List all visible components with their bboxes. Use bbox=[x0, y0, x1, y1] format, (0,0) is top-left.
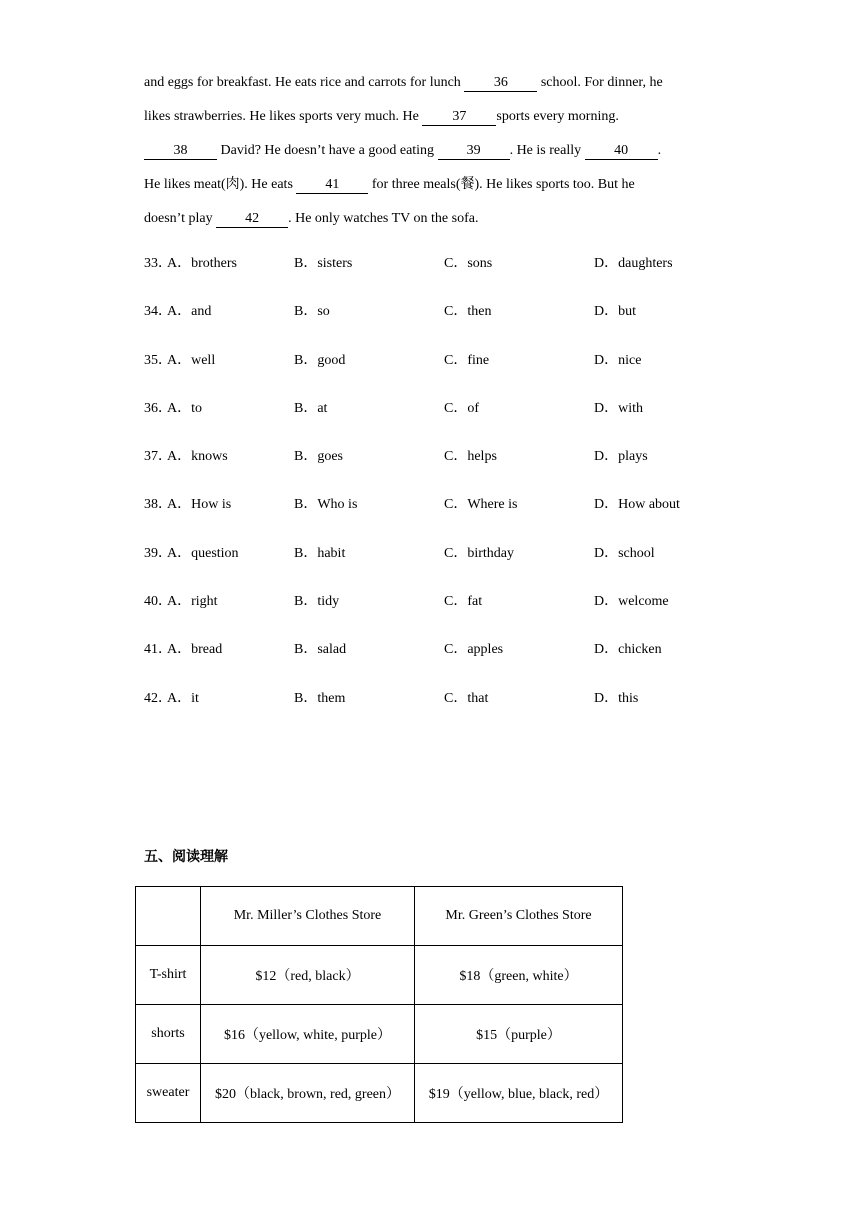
option-d: D．but bbox=[594, 304, 636, 320]
option-d: D．nice bbox=[594, 352, 642, 368]
option-d: D．school bbox=[594, 545, 655, 561]
passage-text: doesn’t play bbox=[144, 211, 217, 226]
option-c: C．then bbox=[444, 304, 492, 320]
passage-text: sports every morning. bbox=[496, 109, 619, 124]
table-row bbox=[136, 1064, 623, 1123]
question-row bbox=[144, 638, 744, 686]
question-row bbox=[144, 542, 744, 590]
passage-text: for three meals(餐). He likes sports too. But he bbox=[368, 177, 635, 192]
question-row bbox=[144, 590, 744, 638]
question-row bbox=[144, 349, 744, 397]
question-number: 36． bbox=[144, 400, 172, 416]
question-number: 33． bbox=[144, 256, 172, 271]
question-number: 39． bbox=[144, 545, 172, 561]
passage-line bbox=[144, 66, 724, 100]
option-a: A．right bbox=[167, 594, 218, 610]
table-cell: T-shirt bbox=[136, 946, 201, 1005]
answer-blank: 38 bbox=[144, 143, 217, 160]
question-row bbox=[144, 687, 744, 735]
option-d: D．daughters bbox=[594, 256, 673, 271]
passage-line bbox=[144, 100, 724, 134]
passage-text: . He only watches TV on the sofa. bbox=[288, 211, 479, 226]
table-cell: $19（yellow, blue, black, red） bbox=[415, 1064, 623, 1123]
answer-blank: 40 bbox=[585, 143, 658, 160]
table-header-cell: Mr. Green’s Clothes Store bbox=[415, 887, 623, 946]
option-a: A．knows bbox=[167, 449, 228, 465]
option-c: C．Where is bbox=[444, 497, 518, 513]
option-a: A．to bbox=[167, 400, 202, 416]
table-cell: $15（purple） bbox=[415, 1005, 623, 1064]
passage-text: David? He doesn’t have a good eating bbox=[217, 143, 438, 158]
passage-line bbox=[144, 202, 724, 236]
option-c: C．of bbox=[444, 400, 479, 416]
option-d: D．this bbox=[594, 690, 639, 706]
cloze-passage bbox=[144, 66, 724, 236]
option-d: D．How about bbox=[594, 497, 680, 513]
question-row bbox=[144, 493, 744, 541]
table-row bbox=[136, 946, 623, 1005]
table-cell: $16（yellow, white, purple） bbox=[201, 1005, 415, 1064]
option-c: C．that bbox=[444, 690, 489, 706]
question-row bbox=[144, 252, 744, 300]
option-c: C．birthday bbox=[444, 545, 514, 561]
option-b: B．at bbox=[294, 400, 328, 416]
table-header-row bbox=[136, 887, 623, 946]
option-b: B．habit bbox=[294, 545, 346, 561]
question-number: 40． bbox=[144, 594, 172, 610]
table-cell: $20（black, brown, red, green） bbox=[201, 1064, 415, 1123]
table-header-cell: Mr. Miller’s Clothes Store bbox=[201, 887, 415, 946]
option-d: D．chicken bbox=[594, 642, 662, 658]
passage-text: . bbox=[657, 143, 662, 158]
question-row bbox=[144, 397, 744, 445]
passage-text: school. For dinner, he bbox=[537, 75, 663, 90]
question-options-list bbox=[144, 252, 744, 735]
clothes-store-table bbox=[135, 886, 623, 1123]
question-number: 34． bbox=[144, 304, 172, 320]
option-b: B．Who is bbox=[294, 497, 358, 513]
option-c: C．fine bbox=[444, 352, 490, 368]
option-a: A．well bbox=[167, 352, 216, 368]
option-d: D．welcome bbox=[594, 594, 669, 610]
answer-blank: 42 bbox=[216, 211, 288, 228]
passage-text: . He is really bbox=[509, 143, 585, 158]
table-cell: $12（red, black） bbox=[201, 946, 415, 1005]
question-number: 38． bbox=[144, 497, 172, 513]
option-a: A．and bbox=[167, 304, 212, 320]
table-cell: shorts bbox=[136, 1005, 201, 1064]
question-number: 41． bbox=[144, 642, 172, 658]
option-a: A．brothers bbox=[167, 256, 237, 271]
passage-text: and eggs for breakfast. He eats rice and carrots for lunch bbox=[144, 75, 465, 90]
option-c: C．fat bbox=[444, 594, 483, 610]
option-b: B．salad bbox=[294, 642, 347, 658]
question-number: 42． bbox=[144, 690, 172, 706]
question-row bbox=[144, 445, 744, 493]
passage-line bbox=[144, 168, 724, 202]
option-c: C．sons bbox=[444, 256, 493, 271]
option-b: B．tidy bbox=[294, 594, 340, 610]
option-c: C．helps bbox=[444, 449, 497, 465]
option-a: A．bread bbox=[167, 642, 223, 658]
option-a: A．How is bbox=[167, 497, 232, 513]
option-b: B．goes bbox=[294, 449, 343, 465]
option-d: D．plays bbox=[594, 449, 648, 465]
option-b: B．sisters bbox=[294, 256, 353, 271]
passage-line bbox=[144, 134, 724, 168]
table-cell: $18（green, white） bbox=[415, 946, 623, 1005]
option-a: A．question bbox=[167, 545, 239, 561]
table-row bbox=[136, 1005, 623, 1064]
option-b: B．so bbox=[294, 304, 330, 320]
answer-blank: 37 bbox=[422, 109, 496, 126]
passage-text: He likes meat(肉). He eats bbox=[144, 177, 297, 192]
answer-blank: 39 bbox=[438, 143, 510, 160]
answer-blank: 36 bbox=[464, 75, 537, 92]
option-d: D．with bbox=[594, 400, 643, 416]
answer-blank: 41 bbox=[296, 177, 368, 194]
question-number: 37． bbox=[144, 449, 172, 465]
passage-text: likes strawberries. He likes sports very much. He bbox=[144, 109, 423, 124]
table-cell: sweater bbox=[136, 1064, 201, 1123]
option-b: B．good bbox=[294, 352, 346, 368]
question-row bbox=[144, 300, 744, 348]
option-c: C．apples bbox=[444, 642, 504, 658]
option-b: B．them bbox=[294, 690, 346, 706]
option-a: A．it bbox=[167, 690, 199, 706]
question-number: 35． bbox=[144, 352, 172, 368]
section-title: 五、阅读理解 bbox=[144, 849, 228, 865]
table-corner-cell bbox=[136, 887, 201, 946]
